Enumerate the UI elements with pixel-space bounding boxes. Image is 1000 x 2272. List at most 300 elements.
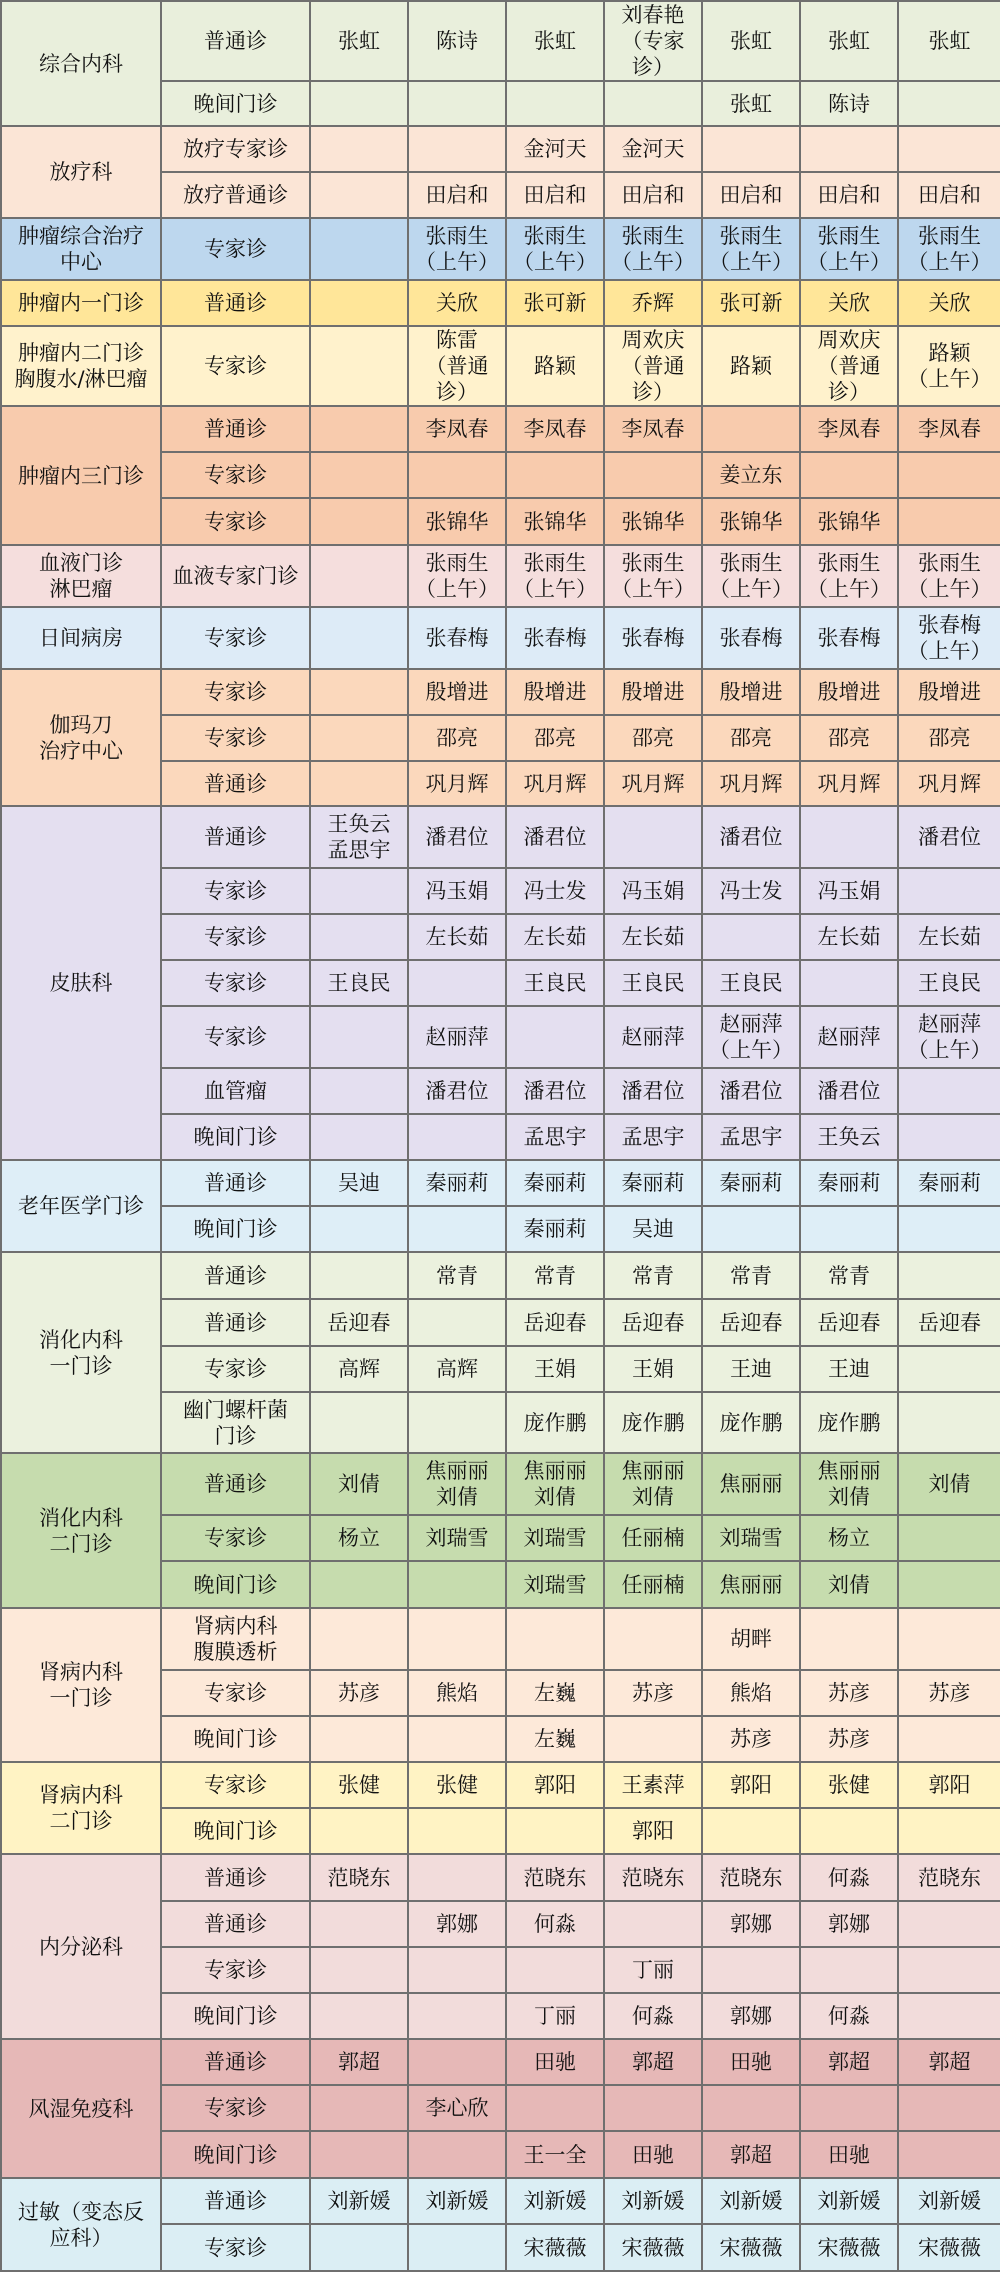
doctor-cell: 孟思宇 [506,1114,604,1160]
department-name: 皮肤科 [1,806,161,1160]
doctor-cell: 潘君位 [604,1068,702,1114]
doctor-cell: 郭超 [310,2039,408,2085]
doctor-cell [604,81,702,126]
clinic-type: 专家诊 [161,1515,310,1561]
doctor-cell [898,2085,1000,2131]
doctor-cell [310,715,408,761]
doctor-cell: 陈诗 [408,1,506,81]
doctor-cell: 巩月辉 [506,761,604,806]
clinic-type: 普通诊 [161,1854,310,1901]
doctor-cell: 郭阳 [506,1762,604,1808]
doctor-cell: 金河天 [604,126,702,172]
clinic-type: 晚间门诊 [161,1561,310,1608]
doctor-cell: 张虹 [800,1,898,81]
doctor-cell [506,1808,604,1854]
doctor-cell: 殷增进 [506,669,604,715]
doctor-cell [604,2085,702,2131]
department-name: 肾病内科 一门诊 [1,1608,161,1762]
doctor-cell [506,1608,604,1670]
doctor-cell [310,1068,408,1114]
doctor-cell: 焦丽丽 刘倩 [800,1453,898,1515]
doctor-cell [408,1854,506,1901]
doctor-cell [702,914,800,960]
doctor-cell: 刘新媛 [506,2178,604,2224]
doctor-cell: 潘君位 [506,1068,604,1114]
schedule-row [1,806,1000,868]
doctor-cell: 王良民 [310,960,408,1006]
doctor-cell: 常青 [408,1252,506,1299]
doctor-cell: 殷增进 [898,669,1000,715]
doctor-cell: 张雨生 （上午） [702,545,800,607]
doctor-cell: 秦丽莉 [898,1160,1000,1206]
doctor-cell: 刘瑞雪 [506,1561,604,1608]
doctor-cell [898,1346,1000,1392]
doctor-cell [800,452,898,498]
clinic-type: 专家诊 [161,1346,310,1392]
doctor-cell [800,2085,898,2131]
doctor-cell: 陈雷 （普通诊） [408,326,506,406]
clinic-type: 普通诊 [161,1453,310,1515]
department-name: 综合内科 [1,1,161,126]
doctor-cell: 张春梅 [800,607,898,669]
doctor-cell: 张锦华 [800,498,898,545]
doctor-cell: 郭娜 [800,1901,898,1947]
doctor-cell [702,2085,800,2131]
doctor-cell [408,1993,506,2039]
schedule-body [1,1,1000,2271]
schedule-row [1,1,1000,81]
doctor-cell [898,452,1000,498]
doctor-cell: 何淼 [506,1901,604,1947]
clinic-type: 晚间门诊 [161,1716,310,1762]
doctor-cell: 庞作鹏 [604,1392,702,1453]
doctor-cell: 王素萍 [604,1762,702,1808]
clinic-type: 普通诊 [161,2178,310,2224]
doctor-cell: 王良民 [506,960,604,1006]
doctor-cell: 田启和 [702,172,800,218]
schedule-row [1,1252,1000,1299]
doctor-cell: 殷增进 [408,669,506,715]
doctor-cell: 吴迪 [604,1206,702,1252]
doctor-cell: 秦丽莉 [506,1160,604,1206]
doctor-cell: 田启和 [506,172,604,218]
doctor-cell: 张雨生 （上午） [408,545,506,607]
doctor-cell [898,1993,1000,2039]
doctor-cell: 苏彦 [800,1716,898,1762]
department-name: 内分泌科 [1,1854,161,2039]
department-name: 肿瘤综合治疗 中心 [1,218,161,280]
doctor-cell: 刘新媛 [604,2178,702,2224]
doctor-cell: 巩月辉 [898,761,1000,806]
doctor-cell [898,1808,1000,1854]
doctor-cell [408,2131,506,2178]
doctor-cell: 庞作鹏 [800,1392,898,1453]
doctor-cell [702,1808,800,1854]
doctor-cell: 郭阳 [604,1808,702,1854]
clinic-type: 专家诊 [161,1006,310,1068]
doctor-cell [310,2131,408,2178]
department-name: 消化内科 一门诊 [1,1252,161,1453]
doctor-cell [506,452,604,498]
doctor-cell: 邵亮 [702,715,800,761]
doctor-cell: 巩月辉 [408,761,506,806]
doctor-cell: 郭阳 [702,1762,800,1808]
doctor-cell: 关欣 [408,280,506,326]
doctor-cell: 张春梅 [702,607,800,669]
clinic-type: 专家诊 [161,1947,310,1993]
doctor-cell [898,1068,1000,1114]
doctor-cell [800,1608,898,1670]
doctor-cell: 冯玉娟 [800,868,898,914]
doctor-cell: 乔辉 [604,280,702,326]
doctor-cell: 焦丽丽 刘倩 [604,1453,702,1515]
doctor-cell: 金河天 [506,126,604,172]
department-name: 肿瘤内二门诊 胸腹水/淋巴瘤 [1,326,161,406]
doctor-cell [408,1947,506,1993]
doctor-cell [408,2224,506,2271]
doctor-cell: 张虹 [898,1,1000,81]
clinic-type: 晚间门诊 [161,2131,310,2178]
doctor-cell [310,545,408,607]
doctor-cell: 熊焰 [408,1670,506,1716]
doctor-cell: 殷增进 [800,669,898,715]
doctor-cell: 张雨生 （上午） [702,218,800,280]
doctor-cell [310,2085,408,2131]
doctor-cell: 苏彦 [702,1716,800,1762]
doctor-cell: 范晓东 [506,1854,604,1901]
doctor-cell [604,1608,702,1670]
doctor-cell: 宋薇薇 [702,2224,800,2271]
doctor-cell [898,868,1000,914]
schedule-row [1,2178,1000,2224]
doctor-cell: 冯玉娟 [408,868,506,914]
doctor-cell [310,81,408,126]
doctor-cell [408,81,506,126]
doctor-cell: 张虹 [310,1,408,81]
doctor-cell: 秦丽莉 [604,1160,702,1206]
doctor-cell: 张健 [310,1762,408,1808]
doctor-cell: 刘新媛 [800,2178,898,2224]
doctor-cell: 李凤春 [408,406,506,452]
doctor-cell [898,1114,1000,1160]
doctor-cell: 张虹 [702,81,800,126]
doctor-cell [408,2039,506,2085]
doctor-cell [310,607,408,669]
doctor-cell: 路颖 [506,326,604,406]
doctor-cell [702,406,800,452]
doctor-cell [898,1561,1000,1608]
doctor-cell [310,1561,408,1608]
doctor-cell: 宋薇薇 [898,2224,1000,2271]
doctor-cell [800,806,898,868]
doctor-cell: 刘新媛 [898,2178,1000,2224]
doctor-cell: 刘新媛 [408,2178,506,2224]
doctor-cell: 苏彦 [604,1670,702,1716]
clinic-type: 血管瘤 [161,1068,310,1114]
doctor-cell: 郭阳 [898,1762,1000,1808]
doctor-cell: 任丽楠 [604,1515,702,1561]
doctor-cell [310,669,408,715]
doctor-cell: 郭娜 [408,1901,506,1947]
department-name: 风湿免疫科 [1,2039,161,2178]
doctor-cell: 刘倩 [310,1453,408,1515]
doctor-cell: 刘春艳 （专家诊） [604,1,702,81]
doctor-cell: 冯士发 [506,868,604,914]
doctor-cell: 田驰 [800,2131,898,2178]
doctor-cell [310,452,408,498]
doctor-cell: 张春梅 [506,607,604,669]
doctor-cell [310,172,408,218]
doctor-cell [898,498,1000,545]
doctor-cell: 焦丽丽 刘倩 [506,1453,604,1515]
doctor-cell: 冯玉娟 [604,868,702,914]
doctor-cell: 何淼 [604,1993,702,2039]
doctor-cell [310,1392,408,1453]
doctor-cell [898,81,1000,126]
doctor-cell: 张雨生 （上午） [506,218,604,280]
doctor-cell: 田启和 [604,172,702,218]
doctor-cell: 何淼 [800,1854,898,1901]
doctor-cell: 常青 [604,1252,702,1299]
doctor-cell [800,1808,898,1854]
doctor-cell: 潘君位 [408,806,506,868]
doctor-cell: 岳迎春 [702,1299,800,1346]
clinic-type: 晚间门诊 [161,1993,310,2039]
doctor-cell [310,1947,408,1993]
doctor-cell: 张雨生 （上午） [408,218,506,280]
doctor-cell: 张雨生 （上午） [800,218,898,280]
schedule-row [1,545,1000,607]
doctor-cell: 吴迪 [310,1160,408,1206]
doctor-cell [310,914,408,960]
doctor-cell [310,326,408,406]
doctor-cell [702,126,800,172]
doctor-cell: 范晓东 [310,1854,408,1901]
doctor-cell: 田驰 [604,2131,702,2178]
schedule-row [1,1854,1000,1901]
doctor-cell: 张春梅 （上午） [898,607,1000,669]
doctor-cell: 苏彦 [800,1670,898,1716]
clinic-type: 放疗专家诊 [161,126,310,172]
doctor-cell: 岳迎春 [310,1299,408,1346]
department-name: 放疗科 [1,126,161,218]
doctor-cell [898,1515,1000,1561]
doctor-cell: 秦丽莉 [702,1160,800,1206]
doctor-cell [898,126,1000,172]
doctor-cell [408,1716,506,1762]
doctor-cell: 张健 [408,1762,506,1808]
doctor-cell: 郭超 [898,2039,1000,2085]
doctor-cell: 潘君位 [506,806,604,868]
doctor-cell: 刘新媛 [310,2178,408,2224]
department-name: 日间病房 [1,607,161,669]
doctor-cell: 关欣 [898,280,1000,326]
clinic-type: 晚间门诊 [161,1206,310,1252]
doctor-cell: 潘君位 [408,1068,506,1114]
department-name: 老年医学门诊 [1,1160,161,1252]
clinic-type: 专家诊 [161,868,310,914]
doctor-cell: 巩月辉 [604,761,702,806]
doctor-cell: 王良民 [702,960,800,1006]
doctor-cell: 周欢庆 （普通诊） [800,326,898,406]
doctor-cell: 熊焰 [702,1670,800,1716]
clinic-type: 专家诊 [161,715,310,761]
doctor-cell [506,1947,604,1993]
doctor-cell [800,960,898,1006]
department-name: 血液门诊 淋巴瘤 [1,545,161,607]
doctor-cell [310,1901,408,1947]
department-name: 伽玛刀 治疗中心 [1,669,161,806]
clinic-type: 普通诊 [161,1160,310,1206]
clinic-type: 专家诊 [161,218,310,280]
doctor-cell [310,1716,408,1762]
schedule-row [1,406,1000,452]
doctor-cell: 潘君位 [800,1068,898,1114]
doctor-cell [310,1006,408,1068]
doctor-cell [408,452,506,498]
doctor-cell [898,2131,1000,2178]
doctor-cell: 王迪 [702,1346,800,1392]
doctor-cell: 丁丽 [604,1947,702,1993]
clinic-type: 普通诊 [161,406,310,452]
doctor-cell: 秦丽莉 [408,1160,506,1206]
schedule-row [1,1160,1000,1206]
doctor-cell: 郭娜 [702,1993,800,2039]
clinic-type: 专家诊 [161,960,310,1006]
doctor-cell: 巩月辉 [702,761,800,806]
doctor-cell: 赵丽萍 [800,1006,898,1068]
doctor-cell: 邵亮 [408,715,506,761]
doctor-cell: 周欢庆 （普通诊） [604,326,702,406]
clinic-type: 专家诊 [161,498,310,545]
doctor-cell: 潘君位 [702,806,800,868]
doctor-cell [702,1947,800,1993]
doctor-cell: 张锦华 [604,498,702,545]
clinic-type: 专家诊 [161,2224,310,2271]
doctor-cell: 左长茹 [800,914,898,960]
doctor-cell: 郭超 [800,2039,898,2085]
doctor-cell [898,1947,1000,1993]
doctor-cell: 田启和 [898,172,1000,218]
clinic-type: 专家诊 [161,326,310,406]
doctor-cell [310,280,408,326]
doctor-cell: 胡畔 [702,1608,800,1670]
doctor-cell: 田驰 [702,2039,800,2085]
doctor-cell [310,1114,408,1160]
doctor-cell [604,806,702,868]
doctor-cell: 常青 [702,1252,800,1299]
clinic-type: 普通诊 [161,1252,310,1299]
doctor-cell: 陈诗 [800,81,898,126]
doctor-cell [408,1561,506,1608]
department-name: 肿瘤内一门诊 [1,280,161,326]
doctor-cell: 庞作鹏 [506,1392,604,1453]
clinic-type: 普通诊 [161,280,310,326]
doctor-cell [408,126,506,172]
doctor-cell: 赵丽萍 （上午） [702,1006,800,1068]
doctor-cell [310,2224,408,2271]
doctor-cell [604,452,702,498]
department-name: 过敏（变态反 应科） [1,2178,161,2271]
doctor-cell [898,1608,1000,1670]
doctor-cell: 张春梅 [604,607,702,669]
doctor-cell: 高辉 [310,1346,408,1392]
doctor-cell: 刘瑞雪 [702,1515,800,1561]
doctor-cell: 张春梅 [408,607,506,669]
doctor-cell [310,868,408,914]
doctor-cell [408,1392,506,1453]
doctor-cell: 张锦华 [408,498,506,545]
doctor-cell: 左长茹 [604,914,702,960]
doctor-cell: 刘新媛 [702,2178,800,2224]
doctor-cell: 姜立东 [702,452,800,498]
doctor-cell: 赵丽萍 [604,1006,702,1068]
doctor-cell: 任丽楠 [604,1561,702,1608]
clinic-type: 专家诊 [161,452,310,498]
doctor-cell: 邵亮 [898,715,1000,761]
doctor-cell [898,1716,1000,1762]
doctor-cell [408,1299,506,1346]
clinic-type: 专家诊 [161,1762,310,1808]
doctor-cell: 焦丽丽 [702,1453,800,1515]
doctor-cell: 秦丽莉 [800,1160,898,1206]
doctor-cell: 王奂云 孟思宇 [310,806,408,868]
schedule-row [1,2039,1000,2085]
doctor-cell [310,406,408,452]
doctor-cell: 田启和 [800,172,898,218]
clinic-type: 晚间门诊 [161,81,310,126]
doctor-cell: 王良民 [604,960,702,1006]
clinic-type: 专家诊 [161,2085,310,2131]
doctor-cell: 岳迎春 [604,1299,702,1346]
doctor-cell: 张虹 [702,1,800,81]
doctor-cell [408,1808,506,1854]
clinic-type: 普通诊 [161,1,310,81]
doctor-cell: 刘倩 [898,1453,1000,1515]
department-name: 消化内科 二门诊 [1,1453,161,1608]
clinic-type: 放疗普通诊 [161,172,310,218]
doctor-cell [310,1252,408,1299]
doctor-cell [310,1608,408,1670]
doctor-cell: 左长茹 [408,914,506,960]
clinic-type: 晚间门诊 [161,1808,310,1854]
doctor-cell: 常青 [506,1252,604,1299]
doctor-cell: 王良民 [898,960,1000,1006]
doctor-cell: 田启和 [408,172,506,218]
doctor-cell [310,498,408,545]
doctor-cell [310,218,408,280]
doctor-cell: 李凤春 [506,406,604,452]
doctor-cell: 庞作鹏 [702,1392,800,1453]
doctor-cell: 张雨生 （上午） [506,545,604,607]
schedule-row [1,126,1000,172]
doctor-cell [604,1901,702,1947]
doctor-cell [310,1993,408,2039]
doctor-cell: 路颖 （上午） [898,326,1000,406]
doctor-cell [898,1206,1000,1252]
doctor-cell: 张雨生 （上午） [800,545,898,607]
doctor-cell [408,960,506,1006]
doctor-cell [898,1901,1000,1947]
clinic-type: 普通诊 [161,806,310,868]
doctor-cell: 杨立 [800,1515,898,1561]
doctor-cell: 赵丽萍 （上午） [898,1006,1000,1068]
schedule-row [1,326,1000,406]
doctor-cell: 路颖 [702,326,800,406]
doctor-cell: 刘瑞雪 [408,1515,506,1561]
doctor-cell: 苏彦 [898,1670,1000,1716]
doctor-cell: 范晓东 [898,1854,1000,1901]
